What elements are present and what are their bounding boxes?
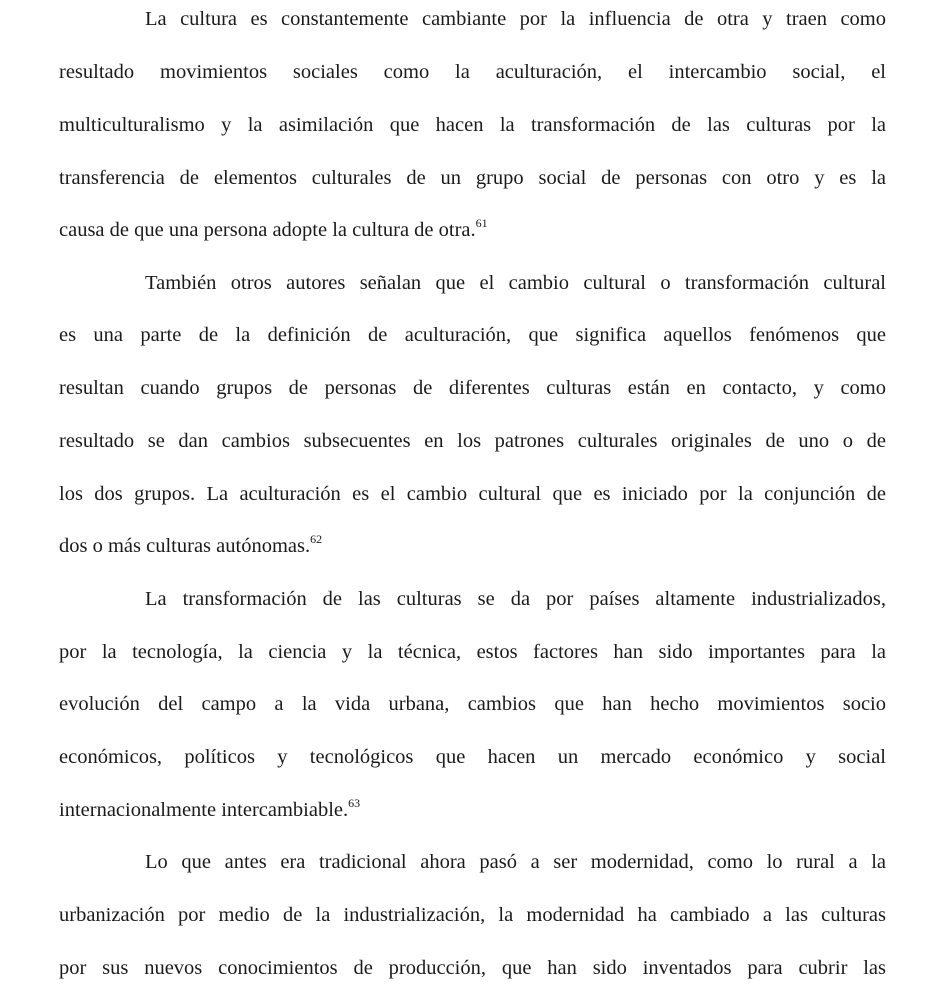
text-line: resultado movimientos sociales como la aculturación, el intercambio social, el	[59, 61, 886, 83]
text-line: evolución del campo a la vida urbana, cambios que han hecho movimientos socio	[59, 693, 886, 715]
line-text: causa de que una persona adopte la cultura de otra.	[59, 219, 476, 241]
text-line: los dos grupos. La aculturación es el cambio cultural que es iniciado por la conjunción de	[59, 483, 886, 505]
text-line: También otros autores señalan que el cambio cultural o transformación cultural	[145, 272, 886, 294]
text-line: por la tecnología, la ciencia y la técnica, estos factores han sido importantes para la	[59, 641, 886, 663]
line-text: dos o más culturas autónomas.	[59, 535, 311, 557]
text-line	[59, 217, 886, 243]
text-line: resultan cuando grupos de personas de diferentes culturas están en contacto, y como	[59, 377, 886, 399]
line-text: internacionalmente intercambiable.	[59, 799, 349, 821]
footnote-reference: 63	[348, 796, 361, 810]
footnote-reference: 62	[310, 532, 323, 546]
text-line: urbanización por medio de la industrialización, la modernidad ha cambiado a las culturas	[59, 904, 886, 926]
text-line: multiculturalismo y la asimilación que hacen la transformación de las culturas por la	[59, 114, 886, 136]
text-line	[59, 797, 886, 823]
text-line: económicos, políticos y tecnológicos que hacen un mercado económico y social	[59, 746, 886, 768]
text-line: La transformación de las culturas se da por países altamente industrializados,	[145, 588, 886, 610]
text-line: transferencia de elementos culturales de un grupo social de personas con otro y es la	[59, 167, 886, 189]
text-line: es una parte de la definición de aculturación, que significa aquellos fenómenos que	[59, 324, 886, 346]
footnote-reference: 61	[475, 216, 488, 230]
text-line: La cultura es constantemente cambiante por la influencia de otra y traen como	[145, 8, 886, 30]
text-line: resultado se dan cambios subsecuentes en los patrones culturales originales de uno o de	[59, 430, 886, 452]
text-line	[59, 533, 886, 559]
text-line: Lo que antes era tradicional ahora pasó a ser modernidad, como lo rural a la	[145, 851, 886, 873]
text-line: por sus nuevos conocimientos de producción, que han sido inventados para cubrir las	[59, 957, 886, 979]
